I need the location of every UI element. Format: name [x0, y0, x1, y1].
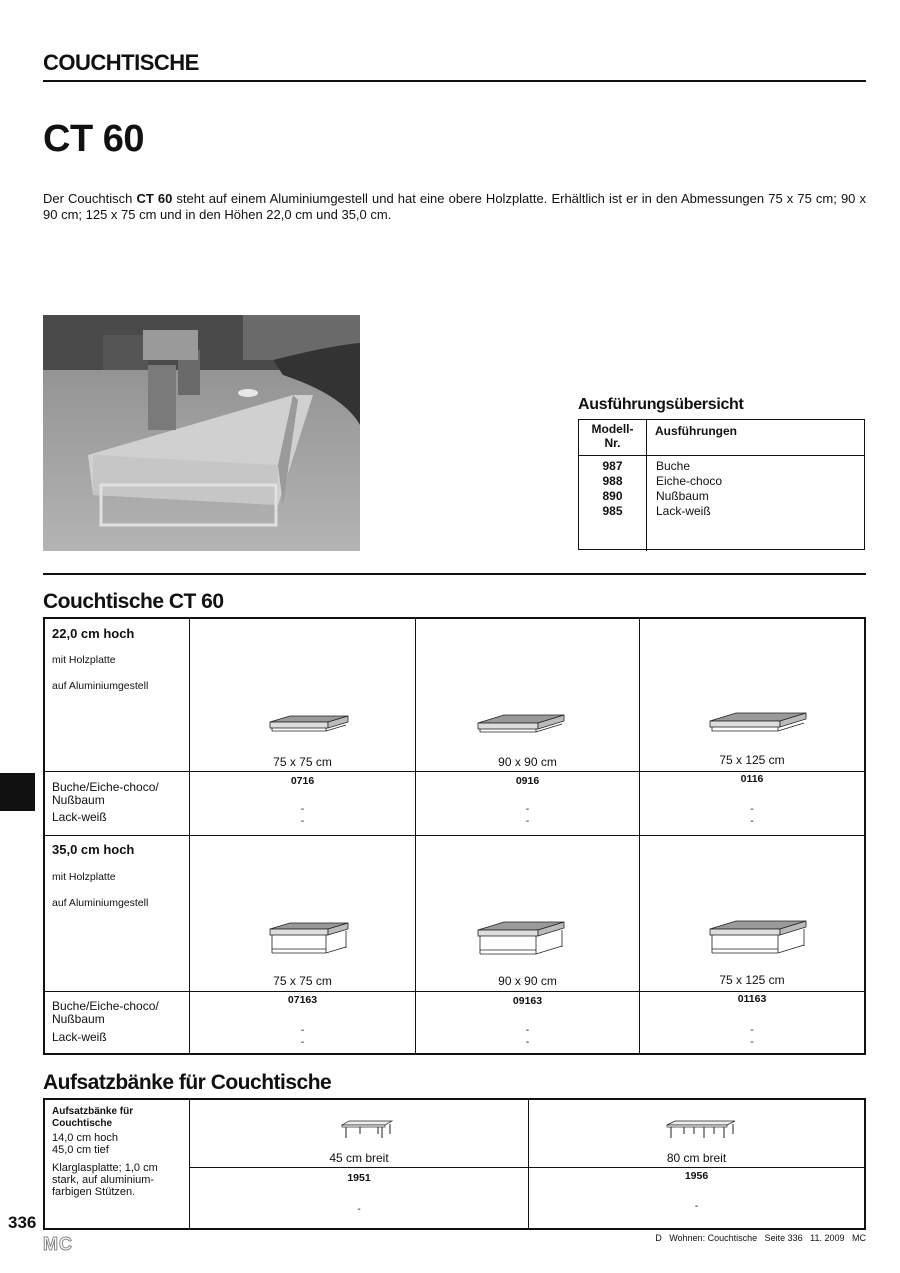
- size-label: 75 x 125 cm: [719, 973, 785, 987]
- size-label: 75 x 75 cm: [273, 755, 332, 769]
- tables-title: Couchtische CT 60: [43, 590, 224, 613]
- price-placeholder: - -: [300, 1024, 305, 1048]
- bench-drawing-45: [190, 1120, 528, 1145]
- size-label: 75 x 125 cm: [719, 753, 785, 767]
- article-code: 07163: [287, 994, 318, 1006]
- finish-name: Nußbaum: [656, 489, 709, 503]
- page-footer: D Wohnen: Couchtische Seite 336 11. 2009 MC: [655, 1233, 866, 1243]
- chapter-tab: [0, 773, 35, 811]
- model-number: 988: [602, 474, 623, 488]
- price-placeholder: - -: [300, 803, 305, 827]
- bench-width-label: 45 cm breit: [329, 1151, 389, 1165]
- table-drawing-75x75-high: [190, 921, 415, 964]
- price-placeholder: -: [694, 1200, 699, 1212]
- model-number: 987: [602, 459, 623, 473]
- table-drawing-75x125-low: [640, 711, 864, 744]
- finish-name: Buche: [656, 459, 691, 473]
- overview-title: Ausführungsübersicht: [578, 396, 744, 413]
- article-code: 09163: [512, 995, 543, 1007]
- page-title: CT 60: [43, 118, 144, 160]
- bench-dimensions: 14,0 cm hoch 45,0 cm tief: [52, 1132, 119, 1156]
- benches-table: [43, 1098, 866, 1230]
- header-rule: [43, 80, 866, 82]
- overview-finish-names: [647, 456, 722, 551]
- product-photo: [43, 315, 360, 551]
- price-placeholder: - -: [525, 1024, 530, 1048]
- desc-wood-top: mit Holzplatte: [52, 654, 116, 666]
- size-label: 90 x 90 cm: [498, 755, 557, 769]
- price-placeholder: - -: [750, 1024, 754, 1048]
- price-placeholder: - -: [750, 803, 754, 827]
- finish-label-wood: Buche/Eiche-choco/ Nußbaum: [52, 780, 159, 807]
- size-label: 90 x 90 cm: [498, 974, 557, 988]
- price-placeholder: - -: [525, 803, 530, 827]
- table-drawing-75x125-high: [640, 919, 864, 962]
- overview-col-model: Modell- Nr.: [579, 420, 647, 455]
- brand-logo: MC: [43, 1234, 73, 1254]
- desc-alu-frame: auf Aluminiumgestell: [52, 897, 149, 909]
- intro-text: Der Couchtisch CT 60 steht auf einem Aluminiumgestell und hat eine obere Holzplatte. Erhältlich ist er in den Abmessungen 75 x 75 cm; 90 x 90 cm; 125 x 75 cm und in den Höhen 22,0 cm und 35,0 cm.: [43, 191, 866, 222]
- couchtische-table: [43, 617, 866, 1055]
- desc-alu-frame: auf Aluminiumgestell: [52, 680, 149, 692]
- table-drawing-90x90-low: [416, 714, 639, 747]
- bench-name: Aufsatzbänke für Couchtische: [52, 1106, 134, 1129]
- height-label: 22,0 cm hoch: [52, 626, 135, 641]
- finish-label-lacquer: Lack-weiß: [52, 1030, 107, 1044]
- finish-label-lacquer: Lack-weiß: [52, 810, 107, 824]
- article-code: 0716: [290, 775, 315, 787]
- article-code: 1956: [684, 1170, 709, 1182]
- finish-label-wood: Buche/Eiche-choco/ Nußbaum: [52, 999, 159, 1026]
- benches-title: Aufsatzbänke für Couchtische: [43, 1071, 332, 1094]
- size-label: 75 x 75 cm: [273, 974, 332, 988]
- overview-col-finish: Ausführungen: [655, 424, 737, 438]
- bench-description: Klarglasplatte; 1,0 cm stark, auf aluminium- farbigen Stützen.: [52, 1162, 158, 1198]
- table-drawing-75x75-low: [190, 714, 415, 747]
- finish-name: Lack-weiß: [656, 504, 711, 518]
- finish-name: Eiche-choco: [656, 474, 723, 488]
- price-placeholder: -: [357, 1203, 361, 1215]
- section-rule: [43, 573, 866, 575]
- overview-model-numbers: [579, 456, 647, 551]
- model-number: 985: [602, 504, 623, 518]
- article-code: 01163: [737, 993, 767, 1005]
- bench-width-label: 80 cm breit: [666, 1151, 727, 1165]
- model-number: 890: [602, 489, 623, 503]
- section-heading: COUCHTISCHE: [43, 50, 199, 75]
- article-code: 0116: [740, 773, 764, 785]
- article-code: 1951: [347, 1172, 371, 1184]
- article-code: 0916: [515, 775, 540, 787]
- height-label: 35,0 cm hoch: [52, 842, 135, 857]
- overview-table: [578, 419, 865, 550]
- bench-drawing-80: [529, 1120, 864, 1145]
- desc-wood-top: mit Holzplatte: [52, 871, 116, 883]
- table-drawing-90x90-high: [416, 921, 639, 964]
- page-number: 336: [8, 1213, 37, 1232]
